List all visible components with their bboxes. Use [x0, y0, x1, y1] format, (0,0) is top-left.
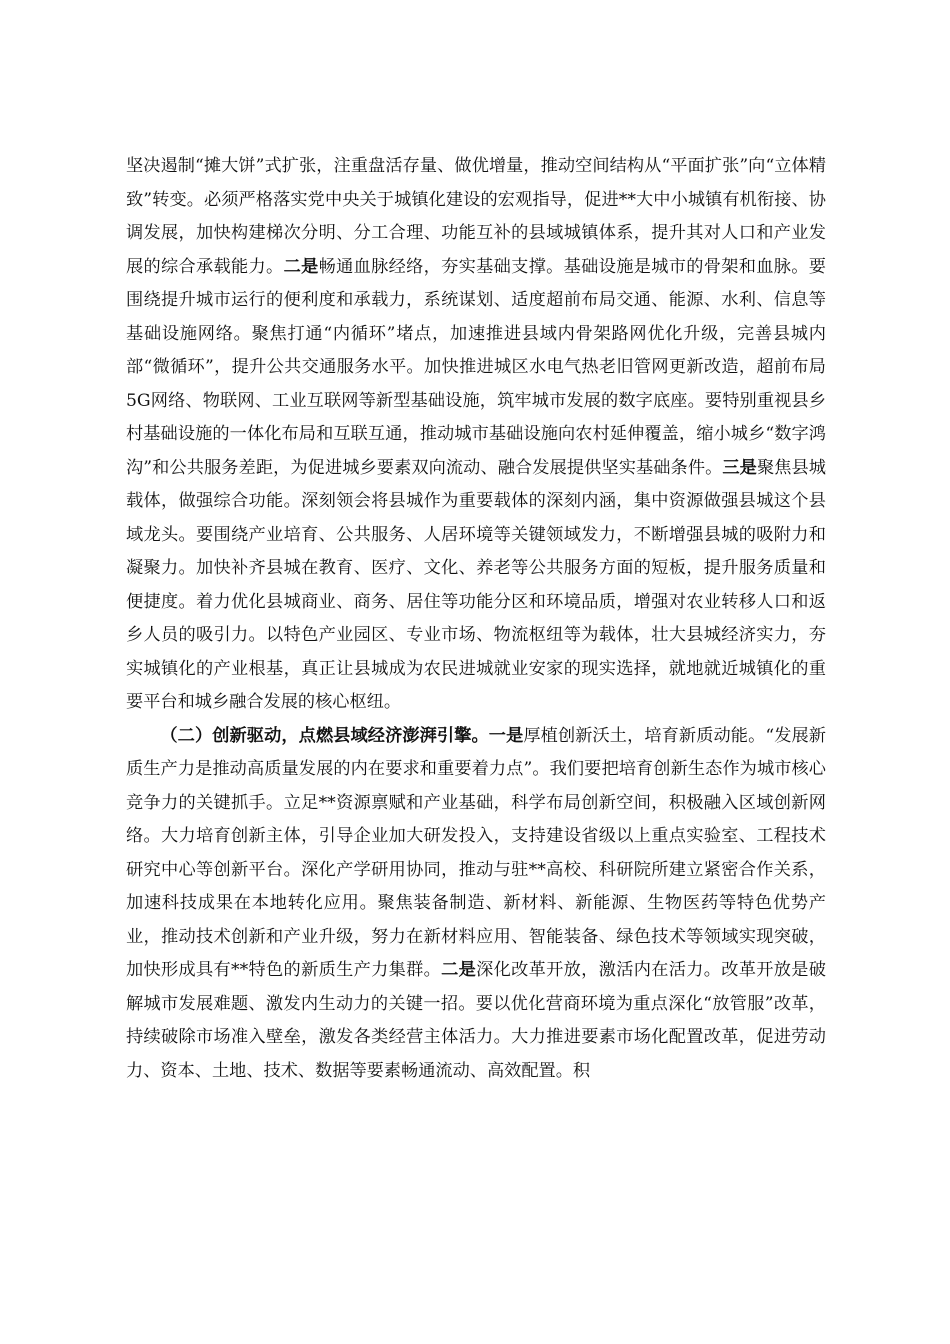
paragraph-1-marker-two: 二是 — [283, 256, 319, 277]
paragraph-2-segment-2: 深化改革开放，激活内在活力。改革开放是破解城市发展难题、激发内生动力的关键一招。要以优化营商环境为重点深化“放管服”改革，持续破除市场准入壁垒，激发各类经营主体活力。大力推进要素市场化配置改革，促进劳动力、资本、土地、技术、数据等要素畅通流动、高效配置。积 — [126, 960, 826, 1081]
paragraph-1-segment-1: 坚决遏制“摊大饼”式扩张，注重盘活存量、做优增量，推动空间结构从“平面扩张”向“立体精致”转变。必须严格落实党中央关于城镇化建设的宏观指导，促进**大中小城镇有机衔接、协调发展，加快构建梯次分明、分工合理、功能互补的县域城镇体系，提升其对人口和产业发展的综合承载能力。 — [126, 156, 826, 277]
paragraph-1-segment-3: 聚焦县城载体，做强综合功能。深刻领会将县城作为重要载体的深刻内涵，集中资源做强县城这个县域龙头。要围绕产业培育、公共服务、人居环境等关键领域发力，不断增强县城的吸附力和凝聚力。加快补齐县城在教育、医疗、文化、养老等公共服务方面的短板，提升服务质量和便捷度。着力优化县城商业、商务、居住等功能分区和环境品质，增强对农业转移人口和返乡人员的吸引力。以特色产业园区、专业市场、物流枢纽等为载体，壮大县城经济实力，夯实城镇化的产业根基，真正让县城成为农民进城就业安家的现实选择，就地就近城镇化的重要平台和城乡融合发展的核心枢纽。 — [126, 457, 826, 712]
section-heading: （二）创新驱动，点燃县域经济澎湃引擎。 — [160, 725, 489, 746]
paragraph-2 — [126, 720, 826, 1089]
paragraph-1 — [126, 150, 826, 720]
document-body — [126, 150, 826, 1088]
paragraph-2-marker-two: 二是 — [441, 960, 477, 980]
paragraph-1-segment-2: 畅通血脉经络，夯实基础支撑。基础设施是城市的骨架和血脉。要围绕提升城市运行的便利度和承载力，系统谋划、适度超前布局交通、能源、水利、信息等基础设施网络。聚焦打通“内循环”堵点，加速推进县域内骨架路网优化升级，完善县城内部“微循环”，提升公共交通服务水平。加快推进城区水电气热老旧管网更新改造，超前布局5G网络、物联网、工业互联网等新型基础设施，筑牢城市发展的数字底座。要特别重视县乡村基础设施的一体化布局和互联互通，推动城市基础设施向农村延伸覆盖，缩小城乡“数字鸿沟”和公共服务差距，为促进城乡要素双向流动、融合发展提供坚实基础条件。 — [126, 256, 826, 478]
paragraph-2-segment-1: 厚植创新沃土，培育新质动能。“发展新质生产力是推动高质量发展的内在要求和重要着力点”。我们要把培育创新生态作为城市核心竞争力的关键抓手。立足**资源禀赋和产业基础，科学布局创新空间，积极融入区域创新网络。大力培育创新主体，引导企业加大研发投入，支持建设省级以上重点实验室、工程技术研究中心等创新平台。深化产学研用协同，推动与驻**高校、科研院所建立紧密合作关系，加速科技成果在本地转化应用。聚焦装备制造、新材料、新能源、生物医药等特色优势产业，推动技术创新和产业升级，努力在新材料应用、智能装备、绿色技术等领域实现突破，加快形成具有**特色的新质生产力集群。 — [126, 725, 826, 980]
paragraph-1-marker-three: 三是 — [722, 457, 757, 478]
paragraph-2-marker-one: 一是 — [488, 725, 524, 746]
